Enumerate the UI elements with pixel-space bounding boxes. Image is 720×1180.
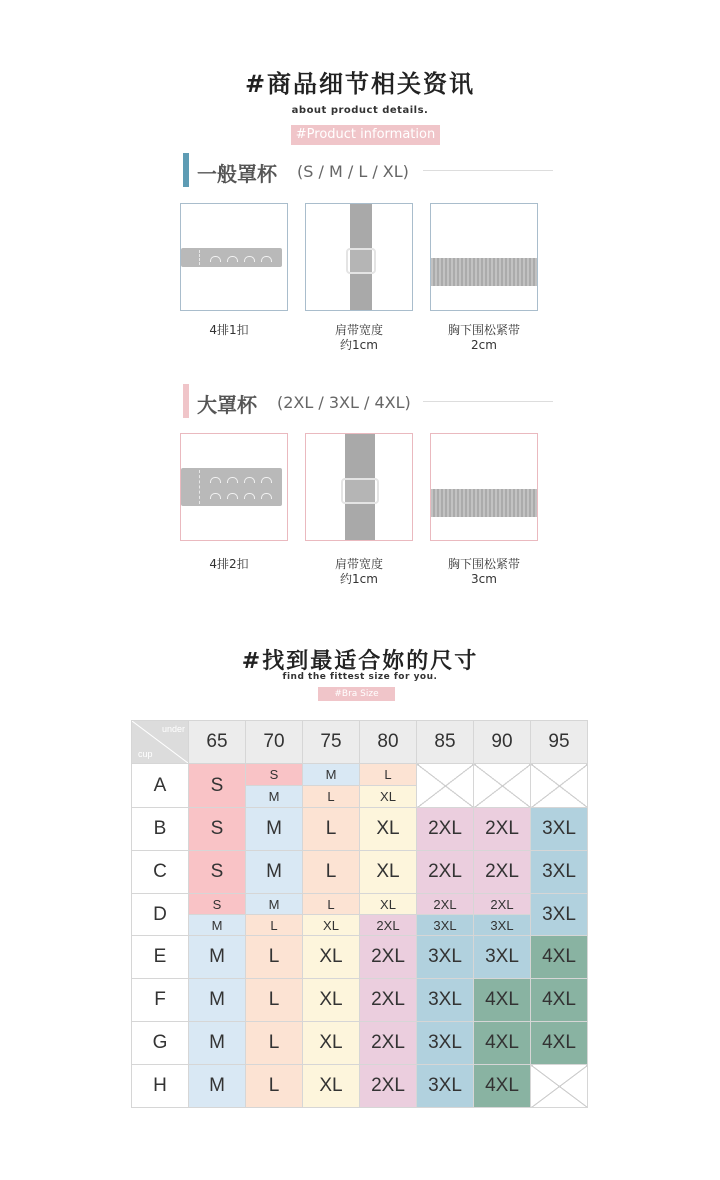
size-cell: 4XL [531, 936, 588, 979]
size-cell: XL [303, 915, 360, 936]
size-cell: L [303, 808, 360, 851]
size-cell: XL [303, 1065, 360, 1108]
size-cell: 3XL [417, 915, 474, 936]
size-cell: 4XL [474, 979, 531, 1022]
strap-width-image [305, 433, 413, 541]
cup-label: D [132, 894, 189, 936]
size-cell: M [246, 894, 303, 915]
cup-label: H [132, 1065, 189, 1108]
size-cell: M [246, 851, 303, 894]
regular-item-caption-1: 4排1扣 [209, 323, 249, 337]
empty-cell [474, 764, 531, 808]
details-subtitle: about product details. [291, 105, 429, 116]
section-divider [423, 170, 553, 171]
size-cell: M [303, 764, 360, 786]
size-cell: M [189, 1065, 246, 1108]
size-cell: XL [360, 894, 417, 915]
table-row [132, 915, 588, 936]
table-row [132, 894, 588, 915]
table-row [132, 1065, 588, 1108]
size-cell: S [189, 764, 246, 808]
size-cell: XL [360, 786, 417, 808]
hook-eye-image [180, 433, 288, 541]
section-accent-bar [183, 384, 189, 418]
size-cell: XL [303, 936, 360, 979]
cup-label: E [132, 936, 189, 979]
size-cell: 2XL [417, 894, 474, 915]
corner-under-label: under [161, 724, 185, 734]
details-title: #商品细节相关资讯 [244, 70, 476, 98]
table-row [132, 764, 588, 786]
size-cell: 2XL [474, 894, 531, 915]
underbust-header: 95 [531, 721, 588, 764]
empty-cell [531, 1065, 588, 1108]
size-cell: M [189, 979, 246, 1022]
strap-buckle [341, 478, 379, 504]
underbust-header: 85 [417, 721, 474, 764]
underbust-header: 65 [189, 721, 246, 764]
size-cell: 3XL [531, 851, 588, 894]
size-cell: XL [303, 1022, 360, 1065]
size-chart-table [131, 720, 588, 1108]
size-cell: M [246, 786, 303, 808]
sizechart-pill: #Bra Size [318, 687, 395, 701]
large-item-caption-3: 胸下围松紧带 3cm [447, 557, 520, 586]
underband-image [430, 433, 538, 541]
empty-cell [531, 764, 588, 808]
size-cell: L [360, 764, 417, 786]
sizechart-subtitle: find the fittest size for you. [282, 672, 438, 682]
regular-item-caption-2: 肩带宽度 约1cm [334, 323, 383, 352]
cup-label: C [132, 851, 189, 894]
regular-item-caption-3: 胸下围松紧带 2cm [447, 323, 520, 352]
sizechart-title: #找到最适合妳的尺寸 [241, 649, 479, 674]
size-cell: L [246, 915, 303, 936]
underbust-header: 80 [360, 721, 417, 764]
large-item-caption-1: 4排2扣 [209, 557, 249, 571]
table-row [132, 936, 588, 979]
corner-cell [132, 721, 189, 764]
size-cell: 2XL [360, 1022, 417, 1065]
size-cell: 4XL [474, 1022, 531, 1065]
cup-label: F [132, 979, 189, 1022]
size-cell: 3XL [417, 1022, 474, 1065]
size-cell: L [246, 936, 303, 979]
size-cell: 3XL [417, 1065, 474, 1108]
cup-label: G [132, 1022, 189, 1065]
strap-width-image [305, 203, 413, 311]
size-cell: M [246, 808, 303, 851]
size-cell: M [189, 915, 246, 936]
size-cell: 3XL [531, 894, 588, 936]
size-cell: L [303, 894, 360, 915]
size-cell: 4XL [531, 979, 588, 1022]
size-cell: 3XL [474, 936, 531, 979]
large-section-sizes: (2XL / 3XL / 4XL) [277, 393, 411, 412]
large-section-title: 大罩杯 [197, 393, 257, 417]
size-cell: L [246, 1065, 303, 1108]
hook-eye-image [180, 203, 288, 311]
size-cell: 2XL [360, 979, 417, 1022]
size-cell: 3XL [417, 979, 474, 1022]
underbust-header: 90 [474, 721, 531, 764]
details-pill: #Product information [291, 125, 440, 145]
size-cell: 2XL [417, 808, 474, 851]
cup-label: B [132, 808, 189, 851]
size-cell: L [246, 979, 303, 1022]
size-cell: XL [360, 808, 417, 851]
elastic-band [431, 258, 538, 286]
table-header-row [132, 721, 588, 764]
size-cell: M [189, 1022, 246, 1065]
corner-cup-label: cup [138, 749, 153, 759]
size-cell: L [303, 786, 360, 808]
table-row [132, 808, 588, 851]
cup-label: A [132, 764, 189, 808]
underbust-header: 75 [303, 721, 360, 764]
size-cell: 2XL [417, 851, 474, 894]
table-row [132, 1022, 588, 1065]
size-cell: 3XL [531, 808, 588, 851]
empty-cell [417, 764, 474, 808]
underband-image [430, 203, 538, 311]
size-cell: 2XL [474, 808, 531, 851]
section-accent-bar [183, 153, 189, 187]
hook-band [181, 248, 282, 267]
size-cell: 4XL [474, 1065, 531, 1108]
strap-buckle [346, 248, 376, 274]
size-cell: XL [303, 979, 360, 1022]
size-cell: 2XL [474, 851, 531, 894]
size-cell: L [246, 1022, 303, 1065]
size-cell: 3XL [474, 915, 531, 936]
size-cell: S [246, 764, 303, 786]
underbust-header: 70 [246, 721, 303, 764]
regular-section-sizes: (S / M / L / XL) [297, 162, 409, 181]
size-cell: S [189, 851, 246, 894]
size-cell: S [189, 808, 246, 851]
large-item-caption-2: 肩带宽度 约1cm [334, 557, 383, 586]
size-cell: 2XL [360, 936, 417, 979]
table-row [132, 979, 588, 1022]
size-cell: M [189, 936, 246, 979]
size-cell: XL [360, 851, 417, 894]
size-cell: 3XL [417, 936, 474, 979]
size-cell: 4XL [531, 1022, 588, 1065]
size-cell: 2XL [360, 915, 417, 936]
section-divider [423, 401, 553, 402]
size-cell: L [303, 851, 360, 894]
size-cell: 2XL [360, 1065, 417, 1108]
elastic-band [431, 489, 538, 517]
table-row [132, 851, 588, 894]
regular-section-title: 一般罩杯 [197, 162, 277, 186]
size-cell: S [189, 894, 246, 915]
hook-band [181, 468, 282, 506]
